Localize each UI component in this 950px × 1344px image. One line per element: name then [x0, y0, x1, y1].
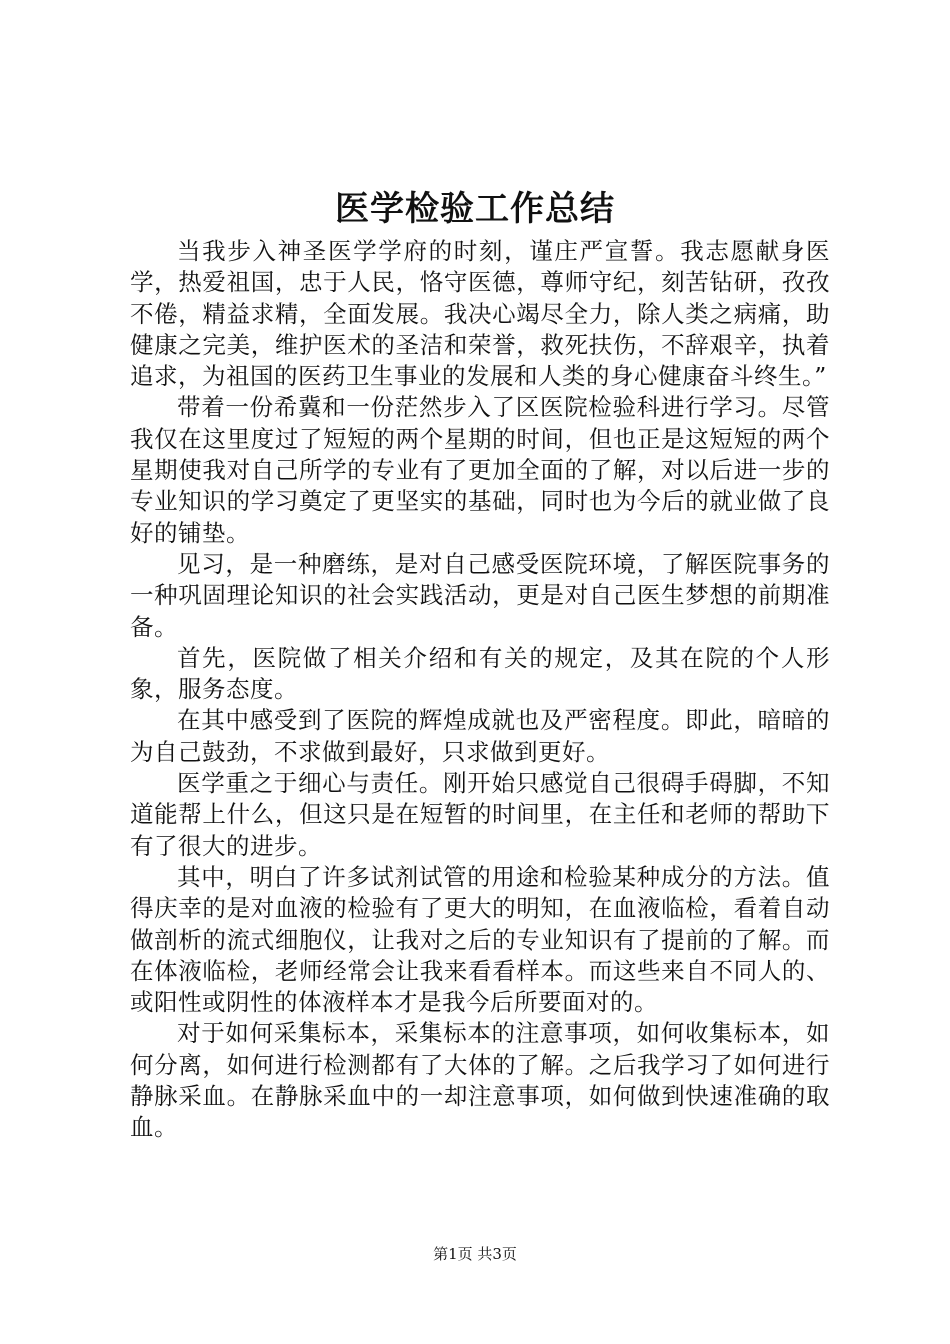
paragraph-8: 对于如何采集标本，采集标本的注意事项，如何收集标本，如何分离，如何进行检测都有了大体的了解。之后我学习了如何进行静脉采血。在静脉采血中的一却注意事项，如何做到快速准确的取血。 — [130, 1019, 830, 1142]
paragraph-4: 首先，医院做了相关介绍和有关的规定，及其在院的个人形象，服务态度。 — [130, 643, 830, 704]
document-title: 医学检验工作总结 — [335, 189, 615, 229]
paragraph-7: 其中，明白了许多试剂试管的用途和检验某种成分的方法。值得庆幸的是对血液的检验有了更大的明知，在血液临检，看着自动做剖析的流式细胞仪，让我对之后的专业知识有了提前的了解。而在体液临检，老师经常会让我来看看样本。而这些来自不同人的、或阳性或阴性的体液样本才是我今后所要面对的。 — [130, 862, 830, 1017]
paragraph-3: 见习，是一种磨练，是对自己感受医院环境，了解医院事务的一种巩固理论知识的社会实践活动，更是对自己医生梦想的前期准备。 — [130, 549, 830, 641]
page-number-footer: 第1页 共3页 — [433, 1245, 517, 1263]
paragraph-5: 在其中感受到了医院的辉煌成就也及严密程度。即此，暗暗的为自己鼓劲，不求做到最好，只求做到更好。 — [130, 706, 830, 766]
document-body — [130, 236, 830, 1144]
paragraph-2: 带着一份希冀和一份茫然步入了区医院检验科进行学习。尽管我仅在这里度过了短短的两个星期的时间，但也正是这短短的两个星期使我对自己所学的专业有了更加全面的了解，对以后进一步的专业知识的学习奠定了更坚实的基础，同时也为今后的就业做了良好的铺垫。 — [130, 393, 830, 547]
paragraph-6: 医学重之于细心与责任。刚开始只感觉自己很碍手碍脚，不知道能帮上什么，但这只是在短暂的时间里，在主任和老师的帮助下有了很大的进步。 — [130, 769, 830, 860]
paragraph-1: 当我步入神圣医学学府的时刻，谨庄严宣誓。我志愿献身医学，热爱祖国，忠于人民，恪守医德，尊师守纪，刻苦钻研，孜孜不倦，精益求精，全面发展。我决心竭尽全力，除人类之病痛，助健康之完美，维护医术的圣洁和荣誉，救死扶伤，不辞艰辛，执着追求，为祖国的医药卫生事业的发展和人类的身心健康奋斗终生。” — [130, 237, 830, 391]
